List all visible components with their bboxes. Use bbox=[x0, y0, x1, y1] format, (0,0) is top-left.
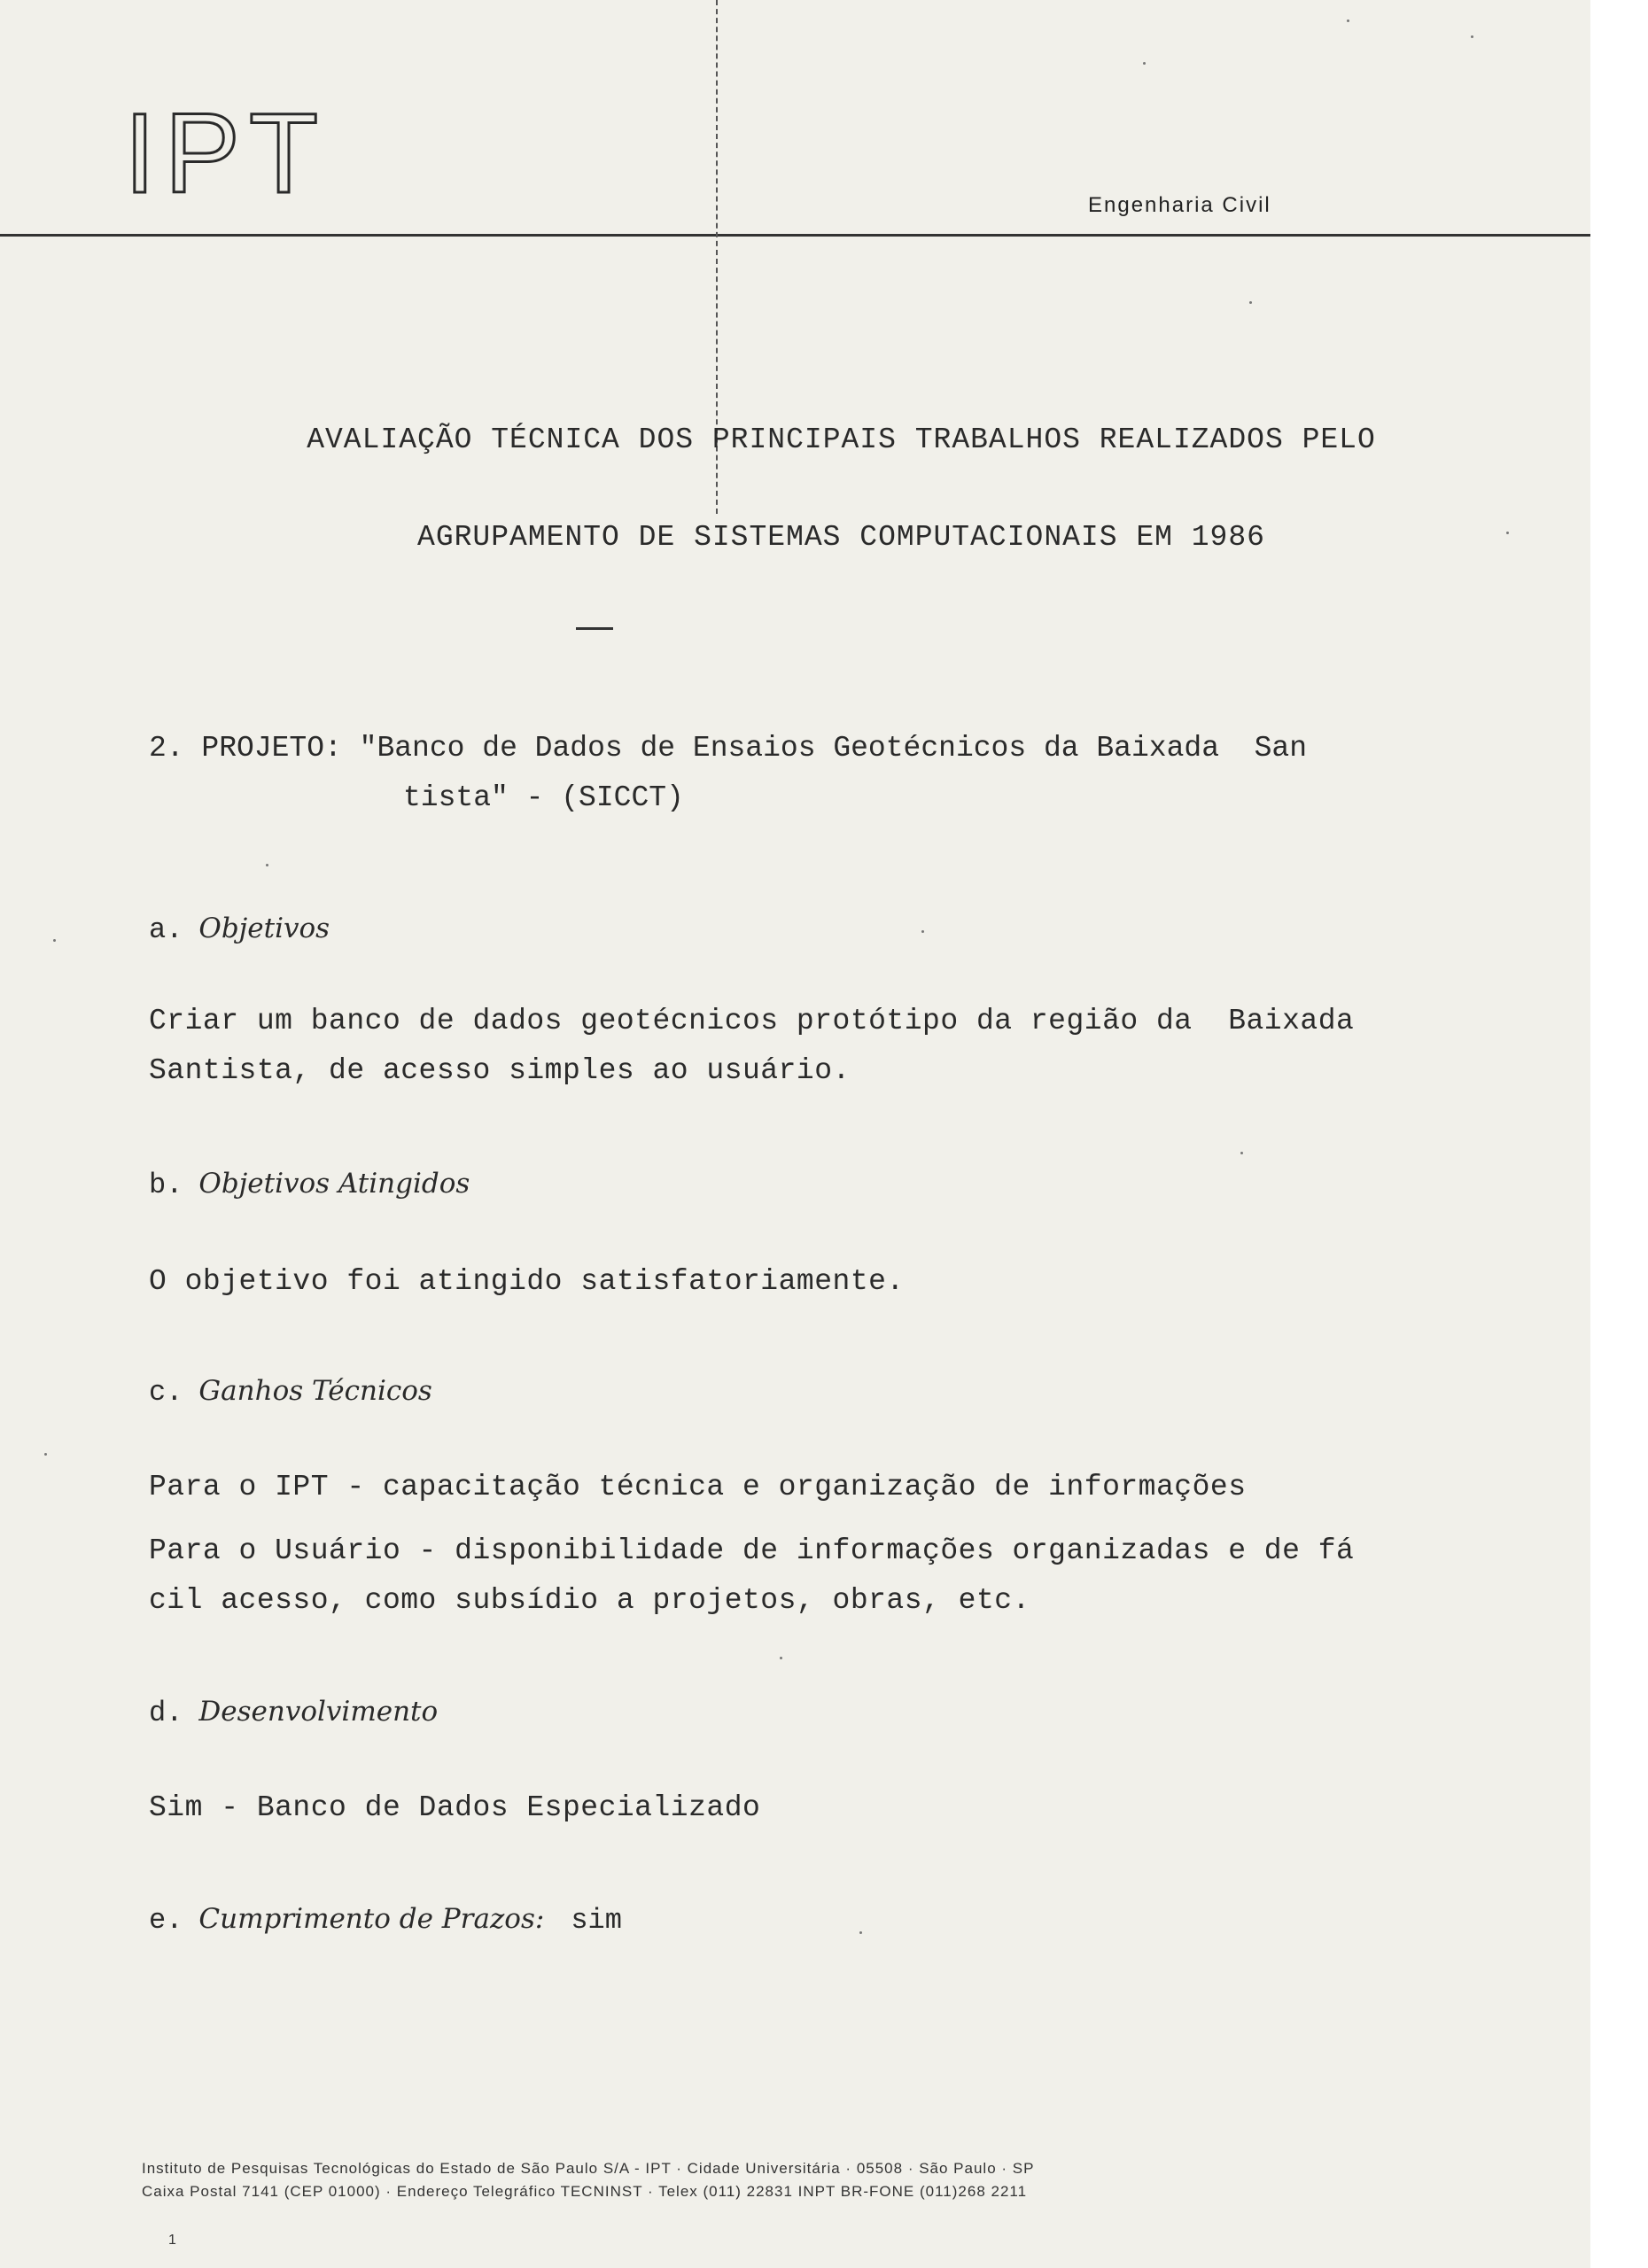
section-d-heading bbox=[149, 1696, 438, 1729]
section-d-text-line: Sim - Banco de Dados Especializado bbox=[149, 1791, 761, 1824]
section-title: Desenvolvimento bbox=[198, 1696, 439, 1728]
document-title-line-1: AVALIAÇÃO TÉCNICA DOS PRINCIPAIS TRABALHOS REALIZADOS PELO bbox=[307, 423, 1376, 456]
section-letter: a. bbox=[149, 913, 183, 946]
section-e-heading bbox=[149, 1903, 622, 1937]
title-separator bbox=[576, 627, 613, 630]
section-c-text-line: cil acesso, como subsídio a projetos, obras, etc. bbox=[149, 1584, 1030, 1617]
copy-speck bbox=[780, 1657, 782, 1659]
deadline-met-value: sim bbox=[571, 1904, 622, 1937]
section-title: Ganhos Técnicos bbox=[198, 1375, 432, 1407]
section-title: Objetivos Atingidos bbox=[198, 1168, 470, 1200]
section-b-heading bbox=[149, 1168, 470, 1201]
footer-address-line-2: Caixa Postal 7141 (CEP 01000) · Endereço Telegráfico TECNINST · Telex (011) 22831 INPT BR-FONE (011)268 2211 bbox=[142, 2183, 1028, 2200]
section-letter: d. bbox=[149, 1697, 183, 1729]
footer-address-line-1: Instituto de Pesquisas Tecnológicas do Estado de São Paulo S/A - IPT · Cidade Universitária · 05508 · São Paulo · SP bbox=[142, 2160, 1035, 2177]
section-letter: e. bbox=[149, 1904, 183, 1937]
section-a-heading bbox=[149, 913, 330, 946]
copy-speck bbox=[1506, 532, 1509, 534]
section-title: Cumprimento de Prazos: bbox=[198, 1903, 545, 1935]
page-mark: 1 bbox=[168, 2233, 177, 2248]
project-line-2: tista" - (SICCT) bbox=[403, 781, 684, 814]
department-label: Engenharia Civil bbox=[1088, 193, 1271, 217]
section-b-text-line: O objetivo foi atingido satisfatoriamente. bbox=[149, 1265, 905, 1298]
ipt-logo: IPT bbox=[124, 90, 328, 217]
copy-speck bbox=[1347, 19, 1349, 22]
document-title-line-2: AGRUPAMENTO DE SISTEMAS COMPUTACIONAIS EM 1986 bbox=[417, 521, 1265, 554]
header-rule bbox=[0, 234, 1590, 237]
section-title: Objetivos bbox=[198, 913, 330, 944]
section-a-text-line: Criar um banco de dados geotécnicos protótipo da região da Baixada bbox=[149, 1005, 1355, 1037]
project-line-1: 2. PROJETO: "Banco de Dados de Ensaios Geotécnicos da Baixada San bbox=[149, 732, 1308, 765]
scan-margin bbox=[1590, 0, 1648, 2268]
copy-speck bbox=[44, 1453, 47, 1456]
copy-speck bbox=[1240, 1152, 1243, 1154]
copy-speck bbox=[1249, 301, 1252, 304]
section-letter: b. bbox=[149, 1169, 183, 1201]
section-c-heading bbox=[149, 1375, 432, 1409]
section-c-text-line: Para o Usuário - disponibilidade de informações organizadas e de fá bbox=[149, 1534, 1355, 1567]
copy-speck bbox=[53, 939, 56, 942]
section-a-text-line: Santista, de acesso simples ao usuário. bbox=[149, 1054, 851, 1087]
copy-speck bbox=[921, 930, 924, 933]
copy-speck bbox=[1471, 35, 1473, 38]
copy-speck bbox=[859, 1931, 862, 1934]
section-letter: c. bbox=[149, 1376, 183, 1409]
copy-speck bbox=[266, 864, 268, 866]
copy-speck bbox=[1143, 62, 1146, 65]
section-c-text-line: Para o IPT - capacitação técnica e organização de informações bbox=[149, 1471, 1247, 1503]
